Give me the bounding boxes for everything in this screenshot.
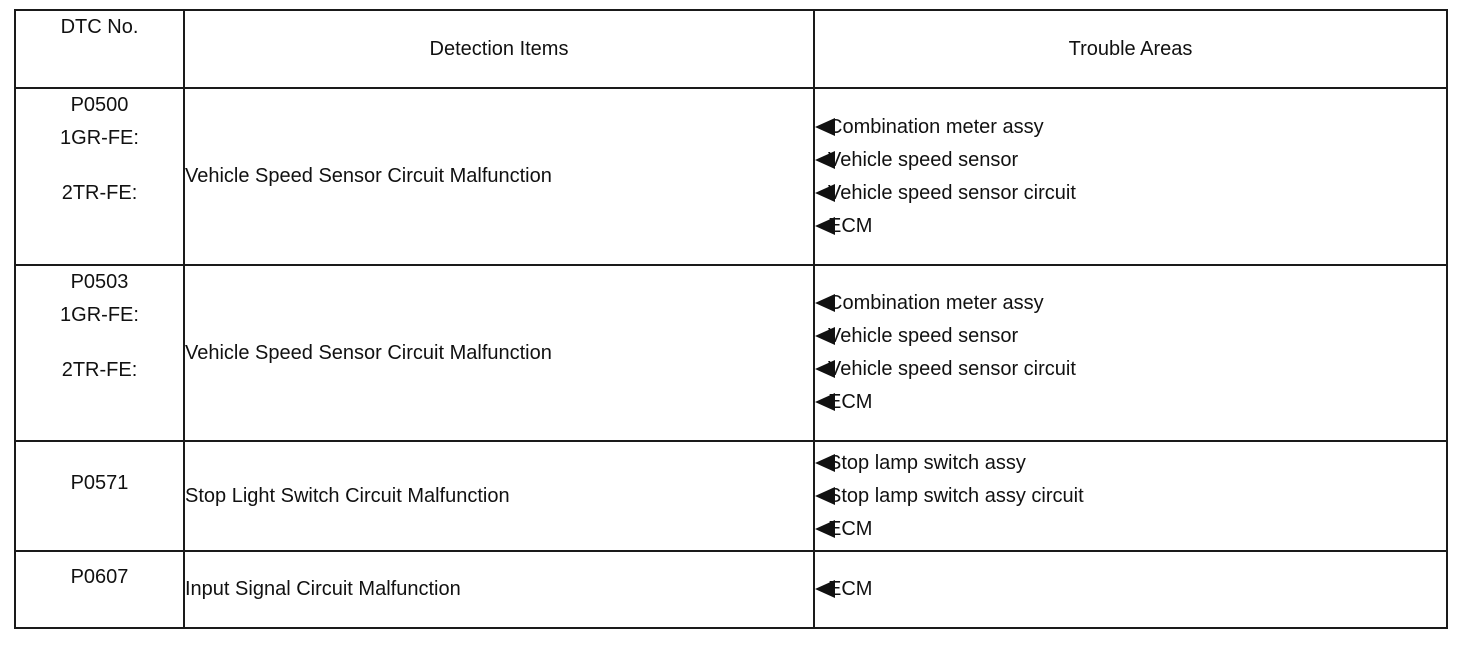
trouble-area-item: Vehicle speed sensor bbox=[815, 320, 1446, 353]
header-detection-items: Detection Items bbox=[184, 10, 814, 88]
trouble-area-item: Combination meter assy bbox=[815, 111, 1446, 144]
dtc-code: P0607 bbox=[70, 566, 129, 588]
trouble-area-item: Vehicle speed sensor circuit bbox=[815, 177, 1446, 210]
detection-item: Stop Light Switch Circuit Malfunction bbox=[184, 441, 814, 551]
trouble-area-item: Vehicle speed sensor bbox=[815, 144, 1446, 177]
trouble-area-item: Combination meter assy bbox=[815, 287, 1446, 320]
table-row bbox=[15, 88, 1447, 265]
trouble-area-item: Stop lamp switch assy bbox=[815, 447, 1446, 480]
dtc-cell bbox=[15, 441, 184, 551]
trouble-areas-cell bbox=[814, 551, 1447, 628]
dtc-engine-label: 2TR-FE: bbox=[61, 359, 138, 381]
dtc-engine-label: 2TR-FE: bbox=[61, 182, 138, 204]
trouble-areas-cell bbox=[814, 265, 1447, 441]
dtc-code: P0500 bbox=[70, 94, 129, 116]
dtc-table bbox=[14, 9, 1448, 629]
detection-item: Input Signal Circuit Malfunction bbox=[184, 551, 814, 628]
dtc-code: P0503 bbox=[70, 271, 129, 293]
table-header-row bbox=[15, 10, 1447, 88]
table-row bbox=[15, 551, 1447, 628]
table-row bbox=[15, 441, 1447, 551]
dtc-cell bbox=[15, 551, 184, 628]
trouble-area-item: ECM bbox=[815, 210, 1446, 243]
dtc-code: P0571 bbox=[70, 472, 129, 494]
trouble-areas-cell bbox=[814, 88, 1447, 265]
trouble-area-item: ECM bbox=[815, 386, 1446, 419]
dtc-engine-label: 1GR-FE: bbox=[60, 304, 139, 326]
trouble-area-item: Vehicle speed sensor circuit bbox=[815, 353, 1446, 386]
trouble-area-item: ECM bbox=[815, 513, 1446, 546]
detection-item: Vehicle Speed Sensor Circuit Malfunction bbox=[184, 265, 814, 441]
dtc-cell bbox=[15, 265, 184, 441]
trouble-area-item: ECM bbox=[815, 573, 1446, 606]
header-dtc-no: DTC No. bbox=[15, 10, 184, 88]
trouble-area-item: Stop lamp switch assy circuit bbox=[815, 480, 1446, 513]
header-trouble-areas: Trouble Areas bbox=[814, 10, 1447, 88]
table-row bbox=[15, 265, 1447, 441]
trouble-areas-cell bbox=[814, 441, 1447, 551]
detection-item: Vehicle Speed Sensor Circuit Malfunction bbox=[184, 88, 814, 265]
dtc-engine-label: 1GR-FE: bbox=[60, 127, 139, 149]
dtc-cell bbox=[15, 88, 184, 265]
